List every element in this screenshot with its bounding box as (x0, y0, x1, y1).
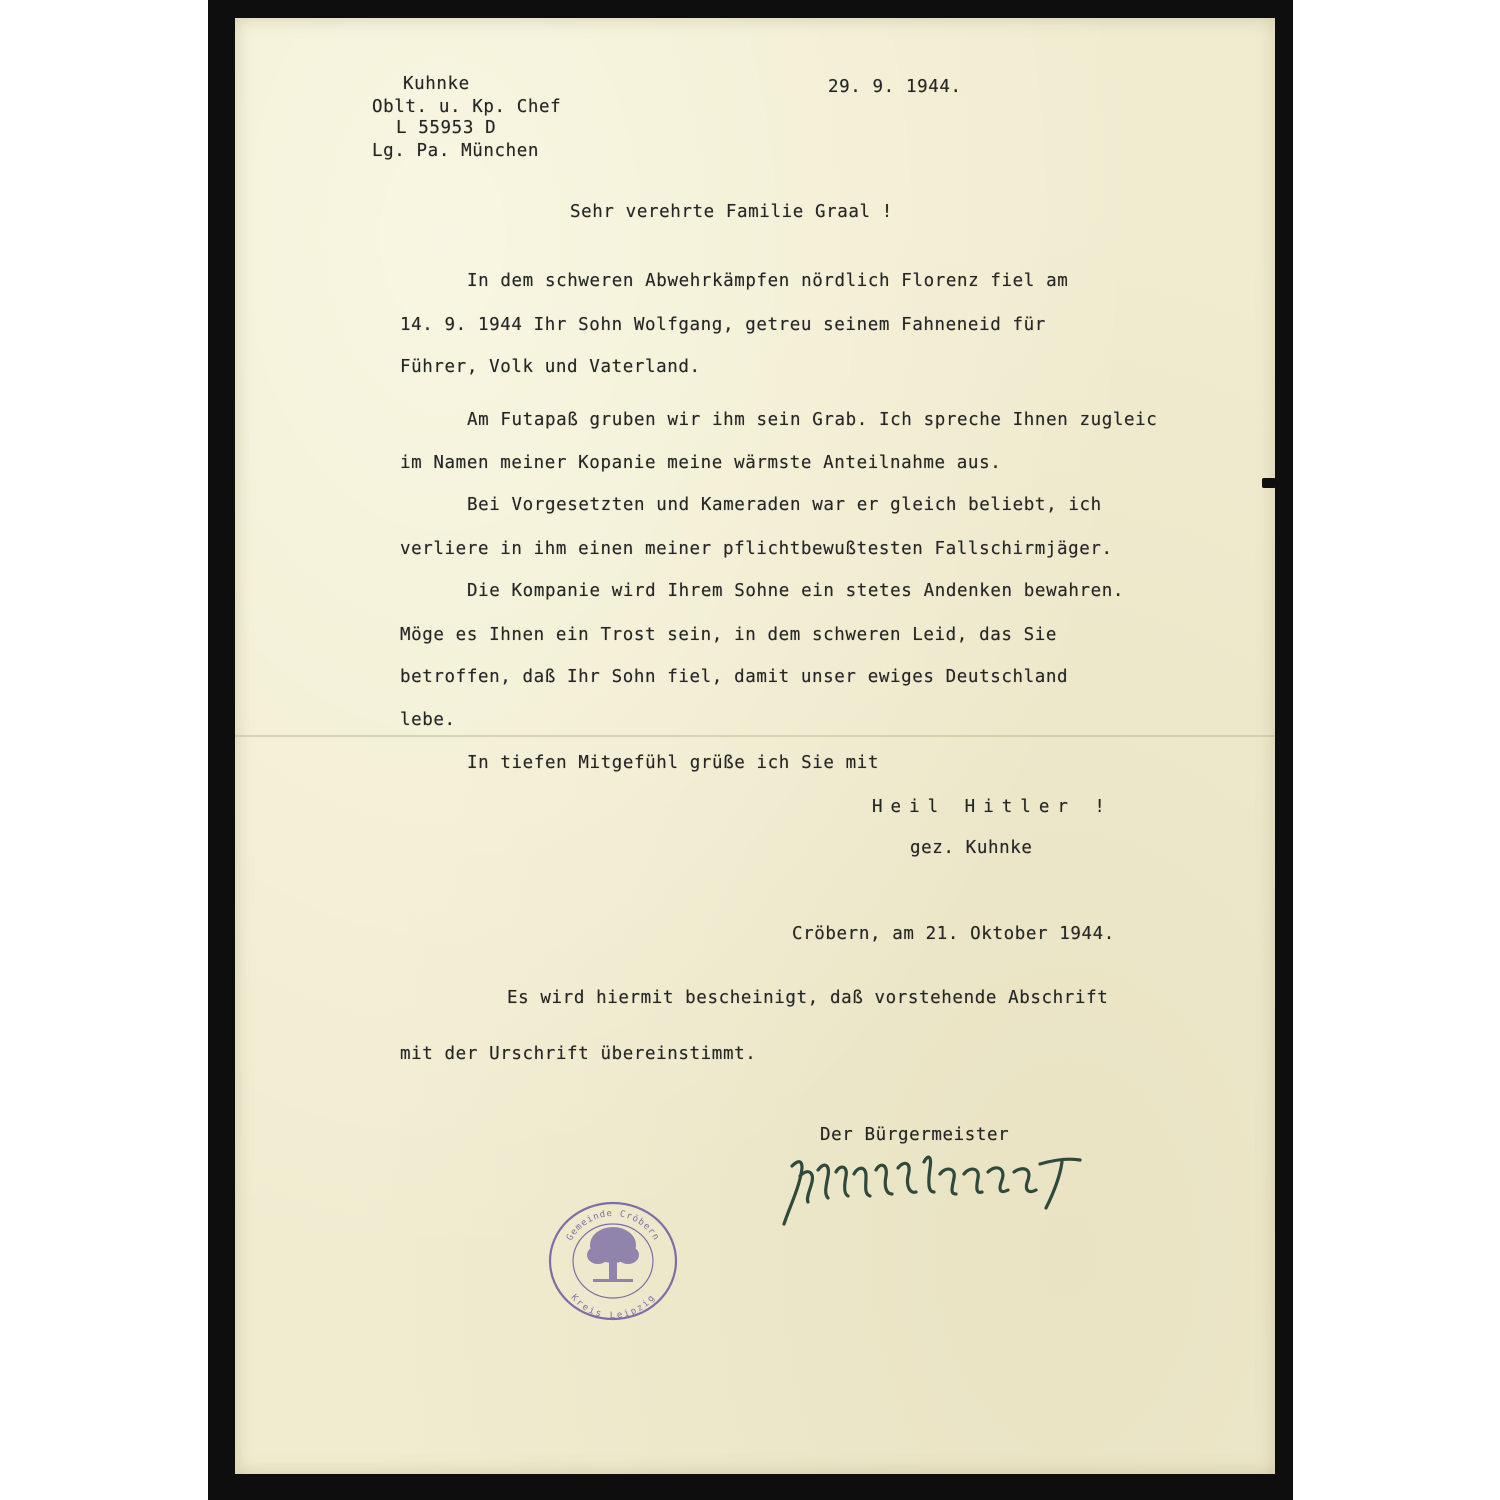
mayor-signature (778, 1146, 1088, 1228)
body-line: lebe. (400, 710, 456, 730)
stamp-top-text: Gemeinde Cröbern (564, 1208, 662, 1243)
letter-date: 29. 9. 1944. (828, 77, 962, 97)
official-stamp (546, 1200, 680, 1322)
stamp-bottom-text: Kreis Leipzig (568, 1292, 658, 1321)
body-line: verliere in ihm einen meiner pflichtbewußtesten Fallschirmjäger. (400, 539, 1113, 559)
letter-paper (235, 18, 1275, 1474)
paper-edge-tear (1262, 478, 1276, 488)
post-office: Lg. Pa. München (372, 141, 540, 161)
tree-emblem-icon (587, 1227, 639, 1282)
body-line: 14. 9. 1944 Ihr Sohn Wolfgang, getreu seinem Fahneneid für (400, 315, 1046, 335)
body-line: Bei Vorgesetzten und Kameraden war er gleich beliebt, ich (467, 495, 1102, 515)
closing: Heil Hitler ! (872, 797, 1113, 817)
body-line: Die Kompanie wird Ihrem Sohne ein stetes Andenken bewahren. (467, 581, 1125, 601)
paper-fold-line (235, 735, 1275, 737)
body-line: Führer, Volk und Vaterland. (400, 357, 701, 377)
certification-line: mit der Urschrift übereinstimmt. (400, 1044, 757, 1064)
field-post-number: L 55953 D (396, 118, 497, 138)
certification-line: Es wird hiermit bescheinigt, daß vorstehende Abschrift (507, 988, 1109, 1008)
body-line: im Namen meiner Kopanie meine wärmste Anteilnahme aus. (400, 453, 1002, 473)
salutation: Sehr verehrte Familie Graal ! (570, 202, 893, 222)
body-line: Möge es Ihnen ein Trost sein, in dem schweren Leid, das Sie (400, 625, 1058, 645)
body-line: In dem schweren Abwehrkämpfen nördlich Florenz fiel am (467, 271, 1069, 291)
body-line: Am Futapaß gruben wir ihm sein Grab. Ich spreche Ihnen zugleic (467, 410, 1158, 430)
certification-place-date: Cröbern, am 21. Oktober 1944. (792, 924, 1115, 944)
signatory-title: Der Bürgermeister (820, 1125, 1010, 1145)
signed-name: gez. Kuhnke (910, 838, 1033, 858)
sender-name: Kuhnke (403, 74, 470, 94)
body-line: betroffen, daß Ihr Sohn fiel, damit unser ewiges Deutschland (400, 667, 1069, 687)
svg-text:Kreis Leipzig (568, 1293, 657, 1321)
sender-rank: Oblt. u. Kp. Chef (372, 97, 562, 117)
body-line: In tiefen Mitgefühl grüße ich Sie mit (467, 753, 880, 773)
